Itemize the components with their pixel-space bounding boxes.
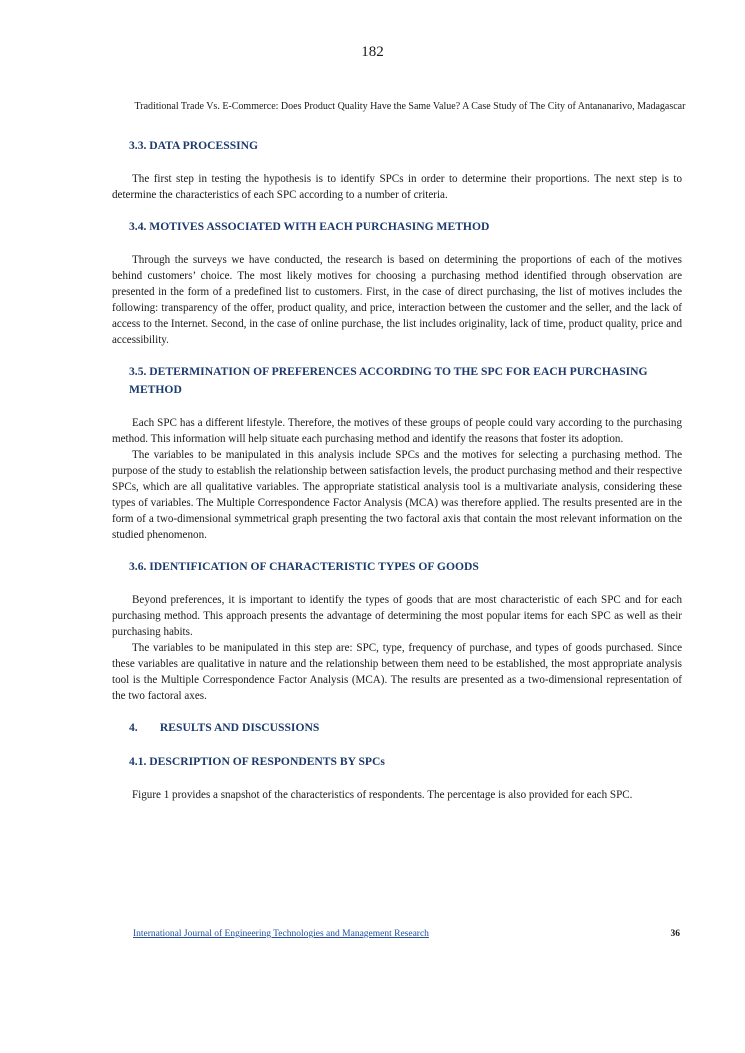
paragraph: The variables to be manipulated in this step are: SPC, type, frequency of purchase, and types of goods purchased. Since these variables are qualitative in nature and the relationship between them need to be established, the most appropriate analysis tool is the Multiple Correspondence Factor Analysis (MCA). The results are presented as a two-dimensional representation of the two factoral axes. (112, 642, 682, 702)
section-number: 4.1. (129, 755, 147, 768)
footer-page-number: 36 (670, 929, 680, 939)
section-title: DETERMINATION OF PREFERENCES ACCORDING TO THE SPC FOR EACH PURCHASING METHOD (129, 365, 648, 396)
section-number: 4. (129, 721, 138, 734)
section-heading-3-3 (129, 137, 682, 155)
section-title: MOTIVES ASSOCIATED WITH EACH PURCHASING METHOD (149, 220, 490, 233)
section-number: 3.5. (129, 365, 147, 378)
section-number: 3.6. (129, 560, 147, 573)
article-body (112, 137, 682, 803)
section-title: RESULTS AND DISCUSSIONS (159, 721, 320, 734)
paragraph: Each SPC has a different lifestyle. Therefore, the motives of these groups of people could vary according to the purchasing method. This information will help situate each purchasing method and identify the reasons that foster its adoption. (112, 417, 682, 445)
running-title: Traditional Trade Vs. E-Commerce: Does Product Quality Have the Same Value? A Case Study of The City of Antananarivo, Madagascar (134, 101, 686, 112)
section-heading-3-5 (129, 363, 682, 399)
paragraph: Figure 1 provides a snapshot of the characteristics of respondents. The percentage is also provided for each SPC. (132, 789, 633, 801)
section-number: 3.3. (129, 139, 147, 152)
section-heading-4-1 (129, 753, 682, 771)
section-number: 3.4. (129, 220, 147, 233)
paragraph: Through the surveys we have conducted, the research is based on determining the proportions of each of the motives behind customers’ choice. The most likely motives for choosing a purchasing method identified through observation are presented in the form of a predefined list to customers. First, in the case of direct purchasing, the list of motives includes the following: transparency of the offer, product quality, and price, interaction between the customer and the seller, and the lack of access to the Internet. Second, in the case of online purchase, the list includes originality, lack of time, product quality, price and accessibility. (112, 254, 682, 346)
section-title: DATA PROCESSING (149, 139, 259, 152)
paragraph: Beyond preferences, it is important to identify the types of goods that are most characteristic of each SPC and for each purchasing method. This approach presents the advantage of determining the most popular items for each SPC as well as their purchasing habits. (112, 594, 682, 638)
paragraph: The variables to be manipulated in this analysis include SPCs and the motives for selecting a purchasing method. The purpose of the study to establish the relationship between satisfaction levels, the product purchasing method and their respective SPCs, which are all qualitative variables. The appropriate statistical analysis tool is a multivariate analysis, considering these types of variables. The Multiple Correspondence Factor Analysis (MCA) was therefore applied. The results presented are in the form of a two-dimensional symmetrical graph presenting the two factoral axis that contain the most relevant information on the studied phenomenon. (112, 449, 682, 541)
section-heading-4 (129, 719, 682, 737)
page-number: 182 (361, 44, 384, 60)
section-title: DESCRIPTION OF RESPONDENTS BY SPCs (149, 755, 385, 768)
footer-journal-link[interactable]: International Journal of Engineering Technologies and Management Research (133, 929, 429, 939)
section-title: IDENTIFICATION OF CHARACTERISTIC TYPES OF GOODS (149, 560, 479, 573)
section-heading-3-6 (129, 558, 682, 576)
section-heading-3-4 (129, 218, 682, 236)
paragraph: The first step in testing the hypothesis is to identify SPCs in order to determine their proportions. The next step is to determine the characteristics of each SPC according to a number of criteria. (112, 173, 682, 201)
